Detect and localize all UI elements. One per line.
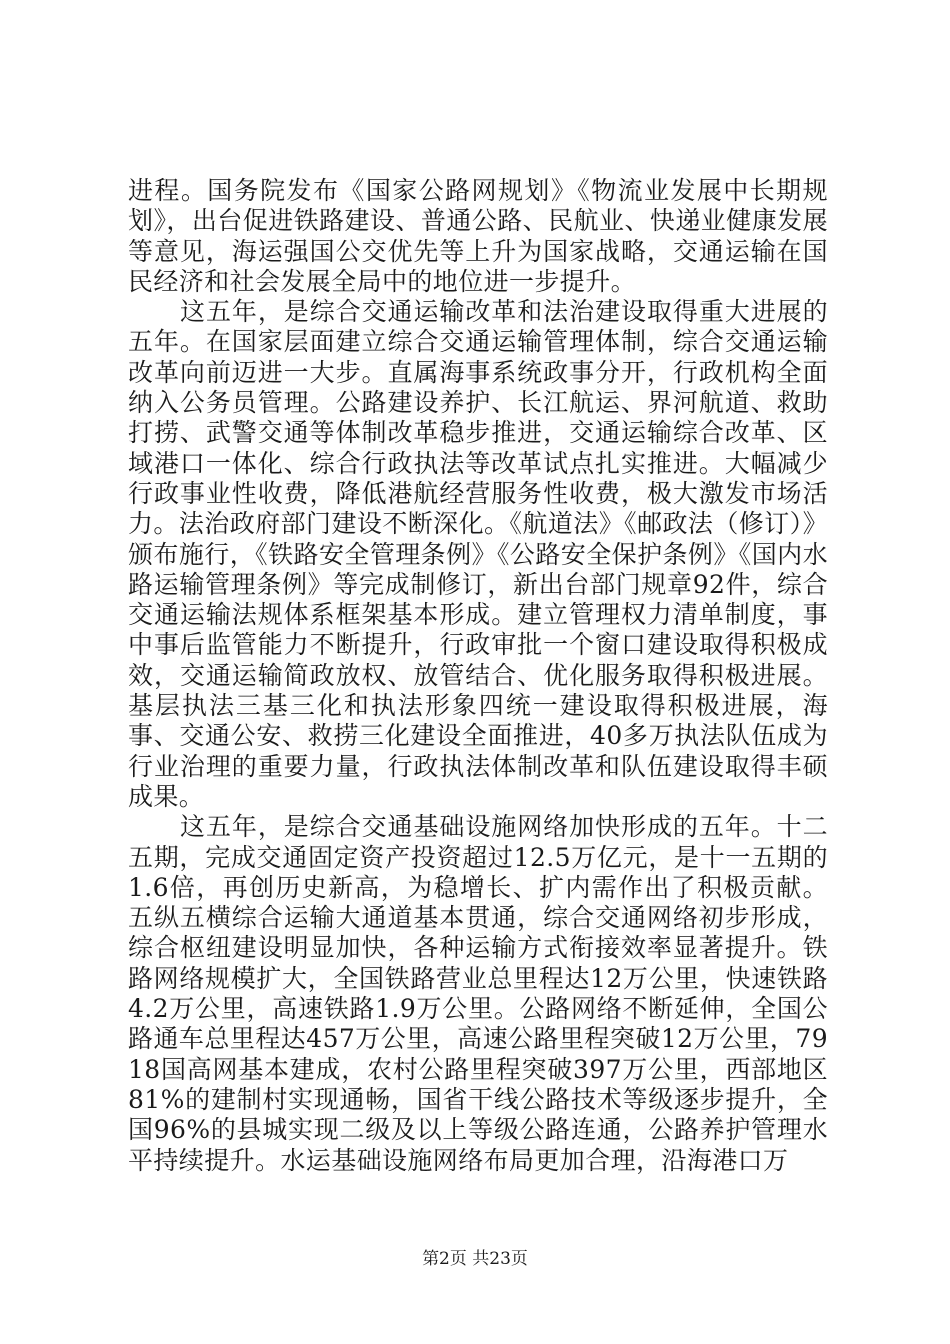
paragraph-continuation: 进程。国务院发布《国家公路网规划》《物流业发展中长期规划》，出台促进铁路建设、普通公路、民航业、快递业健康发展等意见，海运强国公交优先等上升为国家战略，交通运输在国民经济和社会发展全局中的地位进一步提升。 xyxy=(128,176,828,296)
page-number-footer: 第2页 共23页 xyxy=(422,1249,528,1269)
document-body xyxy=(128,176,828,1176)
paragraph-reform-and-rule-of-law: 这五年，是综合交通运输改革和法治建设取得重大进展的五年。在国家层面建立综合交通运输管理体制，综合交通运输改革向前迈进一大步。直属海事系统政事分开，行政机构全面纳入公务员管理。公路建设养护、长江航运、界河航道、救助打捞、武警交通等体制改革稳步推进，交通运输综合改革、区域港口一体化、综合行政执法等改革试点扎实推进。大幅减少行政事业性收费，降低港航经营服务性收费，极大激发市场活力。法治政府部门建设不断深化。《航道法》《邮政法（修订）》颁布施行，《铁路安全管理条例》《公路安全保护条例》《国内水路运输管理条例》等完成制修订，新出台部门规章92件，综合交通运输法规体系框架基本形成。建立管理权力清单制度，事中事后监管能力不断提升，行政审批一个窗口建设取得积极成效，交通运输简政放权、放管结合、优化服务取得积极进展。基层执法三基三化和执法形象四统一建设取得积极进展，海事、交通公安、救捞三化建设全面推进，40多万执法队伍成为行业治理的重要力量，行政执法体制改革和队伍建设取得丰硕成果。 xyxy=(128,297,828,811)
paragraph-infrastructure-network: 这五年，是综合交通基础设施网络加快形成的五年。十二五期，完成交通固定资产投资超过12.5万亿元，是十一五期的1.6倍，再创历史新高，为稳增长、扩内需作出了积极贡献。五纵五横综合运输大通道基本贯通，综合交通网络初步形成，综合枢纽建设明显加快，各种运输方式衔接效率显著提升。铁路网络规模扩大，全国铁路营业总里程达12万公里，快速铁路4.2万公里，高速铁路1.9万公里。公路网络不断延伸，全国公路通车总里程达457万公里，高速公路里程突破12万公里，7918国高网基本建成，农村公路里程突破397万公里，西部地区81%的建制村实现通畅，国省干线公路技术等级逐步提升，全国96%的县城实现二级及以上等级公路连通，公路养护管理水平持续提升。水运基础设施网络布局更加合理，沿海港口万 xyxy=(128,812,828,1175)
